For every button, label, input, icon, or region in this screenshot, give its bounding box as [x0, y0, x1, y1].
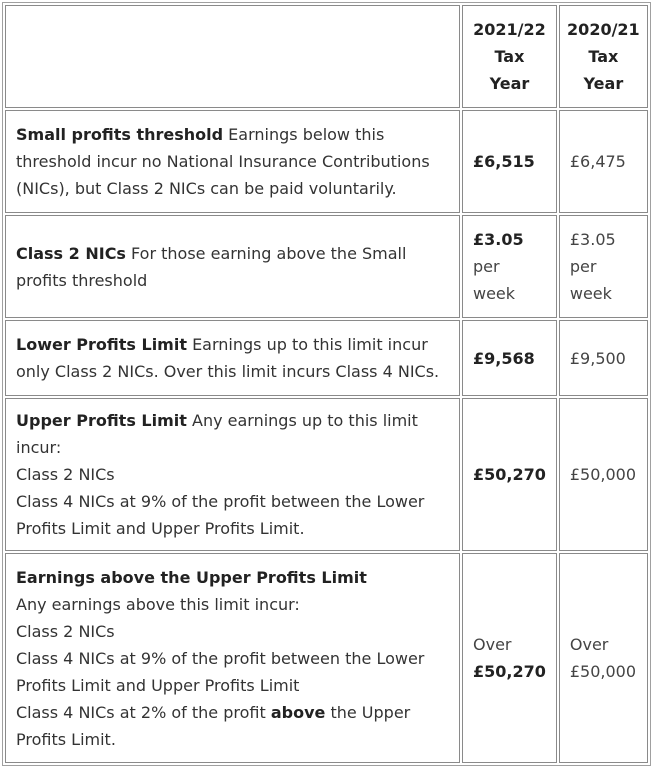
table-row: [5, 398, 648, 551]
row-title: Earnings above the Upper Profits Limit: [16, 567, 367, 587]
header-2020-21-yearword: Year: [583, 74, 624, 93]
row-above-upper-2021: [462, 553, 557, 763]
table-row: [5, 320, 648, 396]
row-text: Any earnings up to this limit incur:: [16, 411, 418, 457]
row-line: Class 4 NICs at 9% of the profit between the Lower Profits Limit and Upper Profits Limit: [16, 648, 425, 695]
row-class2-2021: [462, 215, 557, 318]
nic-rates-table: [2, 2, 651, 766]
header-2020-21-year: 2020/21: [567, 20, 640, 39]
table-row: [5, 215, 648, 318]
value-2020-amount: £50,000: [569, 662, 637, 681]
value-2020-amount: £3.05: [569, 230, 616, 249]
value-2020: £50,000: [569, 465, 637, 484]
header-2020-21-tax: Tax: [588, 47, 619, 66]
value-2021-amount: £3.05: [473, 230, 524, 249]
value-2020-per: per: [569, 257, 597, 276]
row-above-upper-2020: [559, 553, 648, 763]
row-upper-profits-desc: [5, 398, 460, 551]
row-upper-profits-2020: [559, 398, 648, 551]
table-row: [5, 110, 648, 213]
value-2021-amount: £50,270: [473, 662, 546, 681]
row-last-pre: Class 4 NICs at 2% of the profit: [16, 702, 271, 722]
row-text: Earnings up to this limit incur only Class 2 NICs. Over this limit incurs Class 4 NICs.: [16, 335, 440, 381]
row-line: Any earnings above this limit incur:: [16, 594, 300, 614]
row-line: Class 2 NICs: [16, 621, 115, 641]
table-row: [5, 553, 648, 763]
value-2021: £50,270: [473, 465, 546, 484]
row-last-post: the Upper Profits Limit.: [16, 702, 411, 749]
value-2021: £6,515: [473, 152, 535, 171]
value-2021-per: per: [473, 257, 500, 276]
row-small-profits-2020: [559, 110, 648, 213]
row-line: Class 2 NICs: [16, 465, 115, 484]
row-line-last: [16, 699, 449, 753]
row-above-upper-desc: [5, 553, 460, 763]
row-last-bold: above: [270, 702, 326, 722]
value-2021-week: week: [473, 284, 516, 303]
row-upper-profits-2021: [462, 398, 557, 551]
value-2020-week: week: [569, 284, 612, 303]
header-2021-22-yearword: Year: [489, 74, 530, 93]
table-header-row: [5, 5, 648, 108]
row-lower-profits-2020: [559, 320, 648, 396]
row-small-profits-desc: [5, 110, 460, 213]
row-class2-desc: [5, 215, 460, 318]
header-empty-cell: [5, 5, 460, 108]
row-small-profits-2021: [462, 110, 557, 213]
header-2021-22-tax: Tax: [494, 47, 525, 66]
header-2021-22-year: 2021/22: [473, 20, 546, 39]
row-text: For those earning above the Small profits threshold: [16, 243, 407, 290]
row-lower-profits-2021: [462, 320, 557, 396]
value-2020: £9,500: [569, 348, 626, 368]
value-2021-over: Over: [473, 635, 512, 654]
header-2020-21: [559, 5, 648, 108]
row-title: Upper Profits Limit: [16, 411, 187, 430]
row-text: Earnings below this threshold incur no National Insurance Contributions (NICs), but Class 2 NICs can be paid voluntarily.: [16, 125, 430, 198]
row-lower-profits-desc: [5, 320, 460, 396]
row-line: Class 4 NICs at 9% of the profit between the Lower Profits Limit and Upper Profits Limit.: [16, 492, 425, 538]
header-2021-22: [462, 5, 557, 108]
value-2021: £9,568: [473, 348, 535, 368]
row-title: Lower Profits Limit: [16, 335, 187, 354]
row-class2-2020: [559, 215, 648, 318]
row-title: Class 2 NICs: [16, 243, 126, 263]
row-title: Small profits threshold: [16, 125, 224, 144]
value-2020: £6,475: [569, 152, 626, 171]
value-2020-over: Over: [569, 635, 609, 654]
